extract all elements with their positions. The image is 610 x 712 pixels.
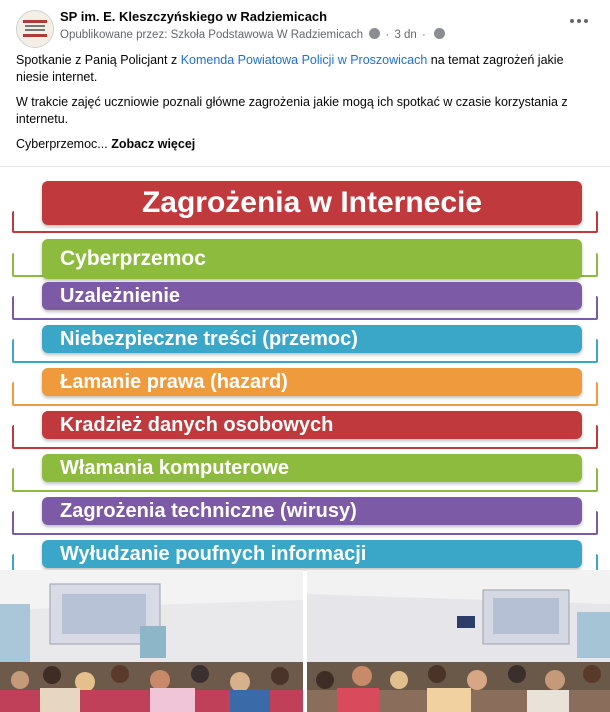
post-paragraph-3 — [16, 136, 596, 153]
classroom-photo-2[interactable] — [307, 570, 610, 712]
meta-separator: · — [385, 29, 390, 41]
post-intro-prefix: Spotkanie z Panią Policjant z — [16, 53, 181, 67]
meta-separator-2: · — [422, 29, 426, 41]
published-by[interactable]: Opublikowane przez: Szkoła Podstawowa W Radziemicach — [60, 29, 363, 41]
page-name[interactable]: SP im. E. Kleszczyńskiego w Radziemicach — [60, 9, 328, 24]
police-link[interactable]: Komenda Powiatowa Policji w Proszowicach — [180, 53, 428, 67]
post-paragraph-2: W trakcie zajęć uczniowie poznali główne zagrożenia jakie mogą ich spotkać w czasie korzystania z internetu. — [16, 95, 568, 126]
see-more-link[interactable]: Zobacz więcej — [111, 137, 196, 151]
post-intro-suffix: na temat zagrożeń jakie niesie internet. — [16, 53, 564, 84]
info-icon[interactable] — [369, 28, 380, 39]
post-paragraph-1 — [16, 52, 596, 86]
more-horizontal-icon — [570, 19, 574, 23]
threat-item: Łamanie prawa (hazard) — [42, 368, 582, 396]
post-text — [16, 52, 596, 161]
threat-item: Kradzież danych osobowych — [42, 411, 582, 439]
post-teaser: Cyberprzemoc... — [16, 137, 108, 151]
post-meta — [60, 28, 445, 41]
infographic-title: Zagrożenia w Internecie — [42, 181, 582, 225]
photo-grid — [0, 570, 610, 712]
threat-item: Uzależnienie — [42, 282, 582, 310]
infographic-image[interactable] — [0, 166, 610, 571]
more-options-button[interactable] — [564, 8, 594, 34]
classroom-photo-1[interactable] — [0, 570, 303, 712]
post-time[interactable]: 3 dn — [394, 29, 417, 41]
threat-item: Niebezpieczne treści (przemoc) — [42, 325, 582, 353]
page-avatar[interactable] — [16, 10, 54, 48]
threat-item: Wyłudzanie poufnych informacji — [42, 540, 582, 568]
threat-item: Cyberprzemoc — [42, 239, 582, 279]
globe-icon — [434, 28, 445, 39]
post-header — [0, 0, 610, 50]
threat-item: Włamania komputerowe — [42, 454, 582, 482]
threat-item: Zagrożenia techniczne (wirusy) — [42, 497, 582, 525]
